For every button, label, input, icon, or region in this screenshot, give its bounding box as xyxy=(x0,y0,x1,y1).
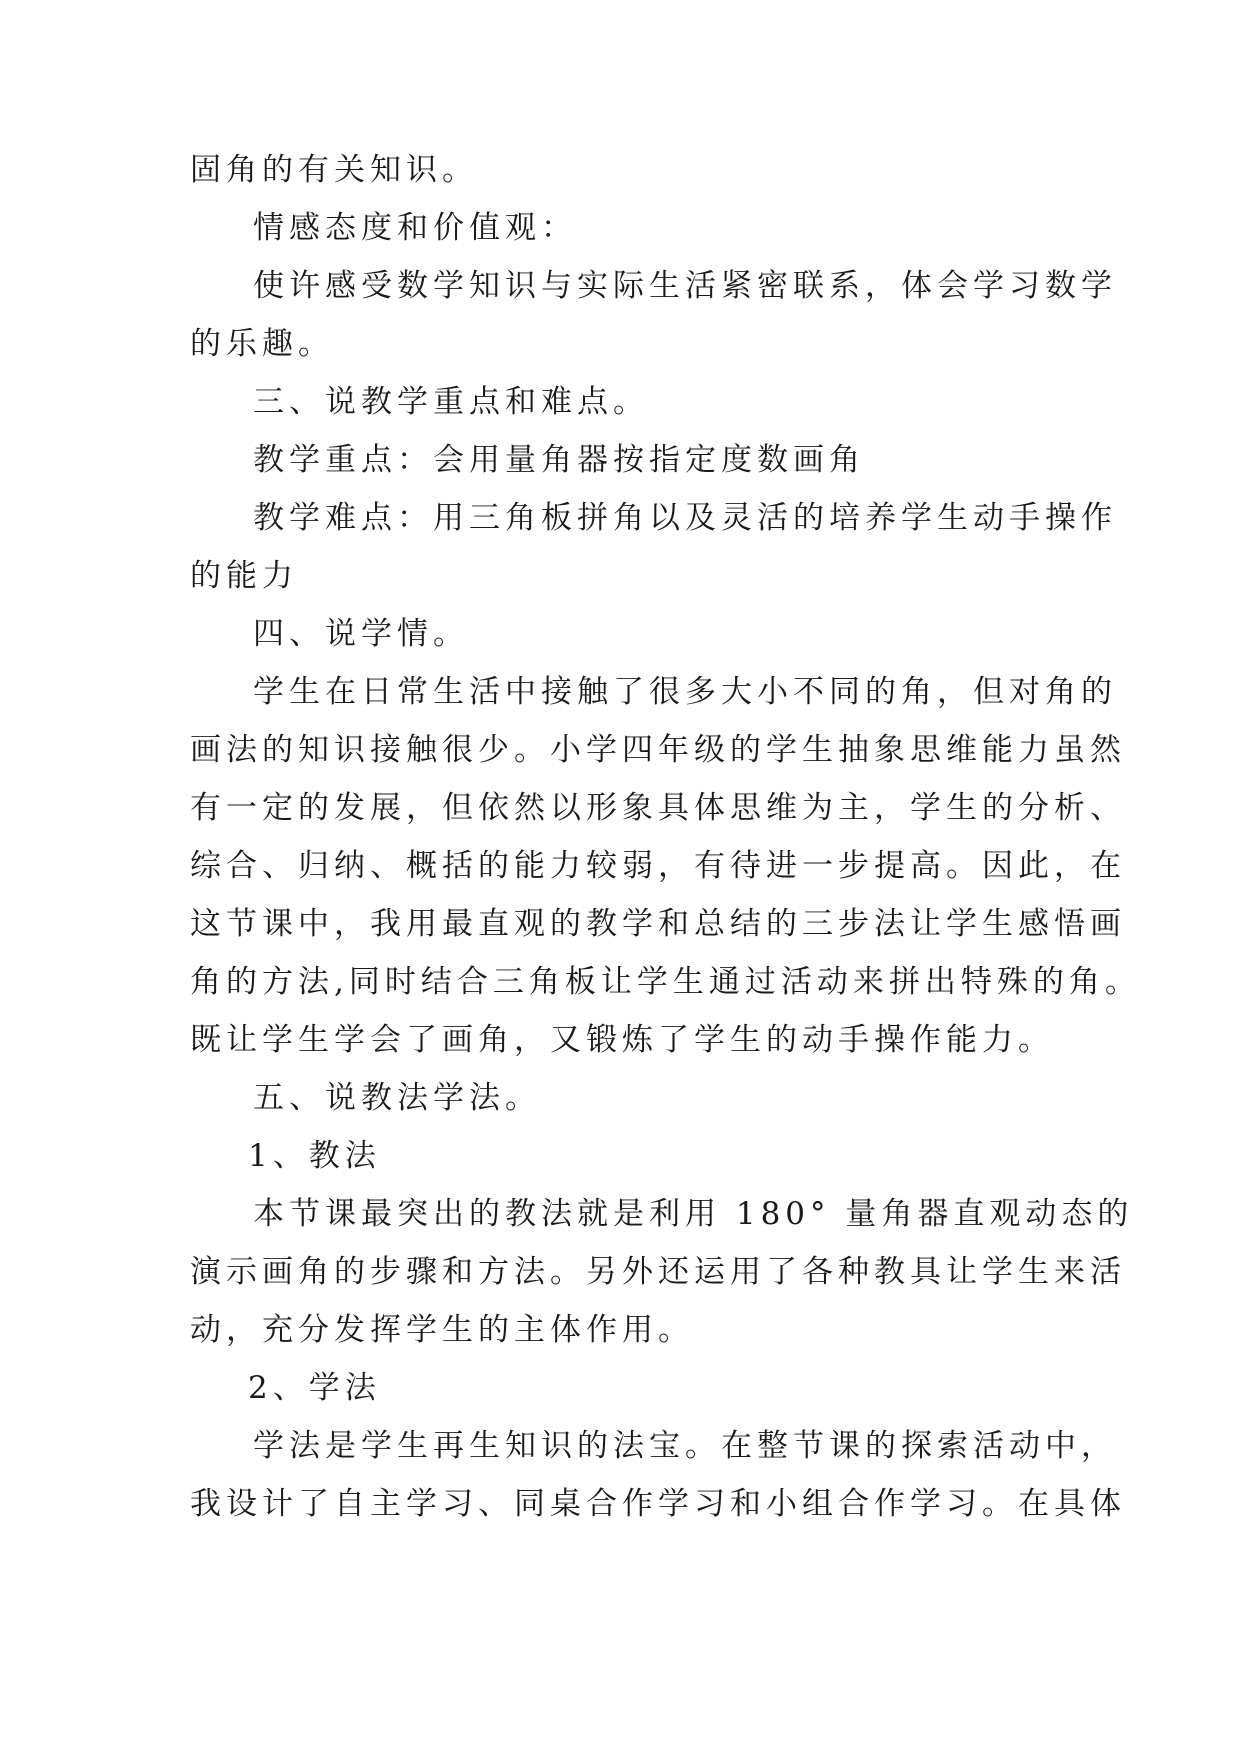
body-text-line: 动，充分发挥学生的主体作用。 xyxy=(190,1312,694,1348)
paragraph-first-line: 教学难点：用三角板拼角以及灵活的培养学生动手操作 xyxy=(253,500,1117,536)
paragraph-first-line: 使许感受数学知识与实际生活紧密联系，体会学习数学 xyxy=(253,268,1117,304)
subsection-heading: 2、学法 xyxy=(248,1370,381,1406)
body-text-line: 综合、归纳、概括的能力较弱，有待进一步提高。因此，在 xyxy=(190,848,1126,884)
section-heading: 情感态度和价值观： xyxy=(253,210,577,246)
body-text-line: 既让学生学会了画角，又锻炼了学生的动手操作能力。 xyxy=(190,1022,1054,1058)
paragraph-first-line: 学法是学生再生知识的法宝。在整节课的探索活动中， xyxy=(253,1428,1117,1464)
subsection-heading: 1、教法 xyxy=(248,1138,381,1174)
paragraph-first-line: 教学重点：会用量角器按指定度数画角 xyxy=(253,442,865,478)
body-text-line: 我设计了自主学习、同桌合作学习和小组合作学习。在具体 xyxy=(190,1486,1126,1522)
body-text-line: 的乐趣。 xyxy=(190,326,334,362)
paragraph-first-line: 学生在日常生活中接触了很多大小不同的角，但对角的 xyxy=(253,674,1117,710)
body-text-line: 画法的知识接触很少。小学四年级的学生抽象思维能力虽然 xyxy=(190,732,1126,768)
section-heading: 三、说教学重点和难点。 xyxy=(253,384,649,420)
body-text-line: 固角的有关知识。 xyxy=(190,152,478,188)
body-text-line: 演示画角的步骤和方法。另外还运用了各种教具让学生来活 xyxy=(190,1254,1126,1290)
body-text-line: 的能力 xyxy=(190,558,298,594)
section-heading: 五、说教法学法。 xyxy=(253,1080,541,1116)
paragraph-first-line: 本节课最突出的教法就是利用 180° 量角器直观动态的 xyxy=(253,1196,1134,1232)
section-heading: 四、说学情。 xyxy=(253,616,469,652)
body-text-line: 有一定的发展，但依然以形象具体思维为主，学生的分析、 xyxy=(190,790,1126,826)
body-text-line: 这节课中，我用最直观的教学和总结的三步法让学生感悟画 xyxy=(190,906,1126,942)
body-text-line: 角的方法,同时结合三角板让学生通过活动来拼出特殊的角。 xyxy=(190,964,1141,1000)
